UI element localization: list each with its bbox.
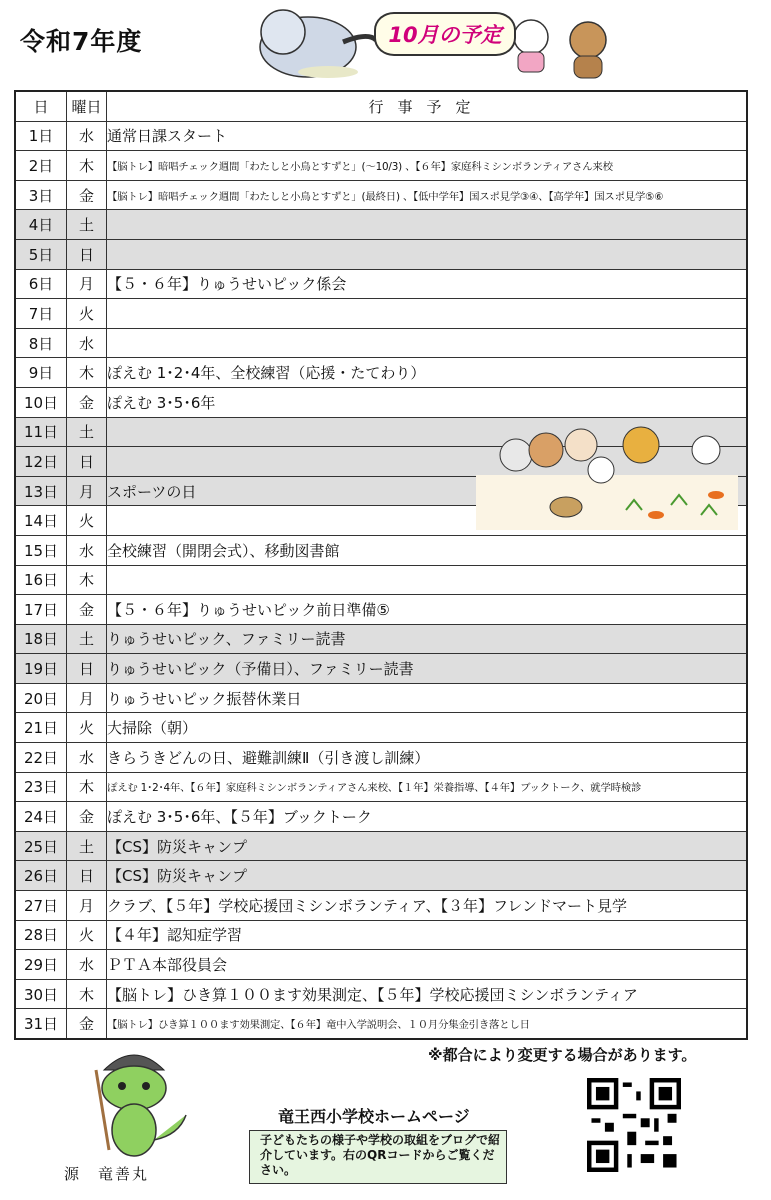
event-cell: ぽえむ 1･2･4年、【６年】家庭科ミシンボランティアさん来校、【１年】栄養指導、【４年】ブックトーク、就学時検診	[107, 772, 748, 802]
table-row	[15, 861, 747, 891]
table-header-row	[15, 91, 747, 121]
weekday-cell: 日	[67, 447, 107, 477]
weekday-cell: 日	[67, 654, 107, 684]
weekday-cell: 水	[67, 328, 107, 358]
day-cell: 13日	[15, 476, 67, 506]
event-cell: 全校練習（開閉会式）、移動図書館	[107, 535, 748, 565]
event-cell: ＰＴＡ本部役員会	[107, 950, 748, 980]
day-cell: 19日	[15, 654, 67, 684]
day-cell: 10日	[15, 387, 67, 417]
weekday-cell: 金	[67, 387, 107, 417]
day-cell: 27日	[15, 891, 67, 921]
event-cell	[107, 565, 748, 595]
event-cell: クラブ、【５年】学校応援団ミシンボランティア、【３年】フレンドマート見学	[107, 891, 748, 921]
event-cell: 【脳トレ】ひき算１００ます効果測定、【６年】竜中入学説明会、１０月分集金引き落とし日	[107, 1009, 748, 1039]
day-cell: 23日	[15, 772, 67, 802]
event-cell: 【CS】防災キャンプ	[107, 831, 748, 861]
weekday-cell: 月	[67, 683, 107, 713]
table-row	[15, 595, 747, 625]
table-row	[15, 683, 747, 713]
day-cell: 31日	[15, 1009, 67, 1039]
day-cell: 17日	[15, 595, 67, 625]
header-weekday: 曜日	[67, 91, 107, 121]
day-cell: 12日	[15, 447, 67, 477]
event-cell: 【５・６年】りゅうせいピック前日準備⑤	[107, 595, 748, 625]
homepage-description: 子どもたちの様子や学校の取組をブログで紹介しています。右のQRコードからご覧ください。	[249, 1130, 507, 1184]
event-cell: ぽえむ 3･5･6年	[107, 387, 748, 417]
weekday-cell: 水	[67, 535, 107, 565]
day-cell: 20日	[15, 683, 67, 713]
event-cell: 【CS】防災キャンプ	[107, 861, 748, 891]
month-title: 10月の予定	[374, 12, 516, 56]
event-cell	[107, 328, 748, 358]
header-events: 行事予定	[107, 91, 748, 121]
table-row	[15, 121, 747, 151]
day-cell: 11日	[15, 417, 67, 447]
change-notice: ※都合により変更する場合があります。	[428, 1046, 697, 1064]
day-cell: 7日	[15, 299, 67, 329]
day-cell: 24日	[15, 802, 67, 832]
table-row	[15, 950, 747, 980]
day-cell: 22日	[15, 743, 67, 773]
event-cell: きらうきどんの日、避難訓練Ⅱ（引き渡し訓練）	[107, 743, 748, 773]
day-cell: 5日	[15, 239, 67, 269]
day-cell: 3日	[15, 180, 67, 210]
day-cell: 16日	[15, 565, 67, 595]
event-cell: 【５・６年】りゅうせいピック係会	[107, 269, 748, 299]
header-day: 日	[15, 91, 67, 121]
weekday-cell: 月	[67, 891, 107, 921]
weekday-cell: 日	[67, 239, 107, 269]
event-cell: りゅうせいピック（予備日）、ファミリー読書	[107, 654, 748, 684]
weekday-cell: 土	[67, 417, 107, 447]
qr-code-icon[interactable]	[587, 1078, 681, 1172]
table-row	[15, 920, 747, 950]
weekday-cell: 月	[67, 269, 107, 299]
weekday-cell: 土	[67, 831, 107, 861]
mascot-name: 源 竜善丸	[64, 1165, 150, 1183]
weekday-cell: 金	[67, 802, 107, 832]
weekday-cell: 木	[67, 772, 107, 802]
event-cell: スポーツの日	[107, 476, 748, 506]
weekday-cell: 金	[67, 180, 107, 210]
weekday-cell: 火	[67, 299, 107, 329]
day-cell: 18日	[15, 624, 67, 654]
day-cell: 26日	[15, 861, 67, 891]
table-row	[15, 387, 747, 417]
table-row	[15, 891, 747, 921]
weekday-cell: 土	[67, 624, 107, 654]
table-row	[15, 565, 747, 595]
day-cell: 4日	[15, 210, 67, 240]
table-row	[15, 151, 747, 181]
table-row	[15, 299, 747, 329]
table-row	[15, 713, 747, 743]
event-cell	[107, 239, 748, 269]
weekday-cell: 木	[67, 979, 107, 1009]
table-row	[15, 831, 747, 861]
table-row	[15, 1009, 747, 1039]
year-title: 令和7年度	[20, 27, 143, 56]
weekday-cell: 水	[67, 743, 107, 773]
event-cell: 【脳トレ】ひき算１００ます効果測定、【５年】学校応援団ミシンボランティア	[107, 979, 748, 1009]
event-cell: ぽえむ 1･2･4年、全校練習（応援・たてわり）	[107, 358, 748, 388]
event-cell: りゅうせいピック振替休業日	[107, 683, 748, 713]
weekday-cell: 土	[67, 210, 107, 240]
weekday-cell: 木	[67, 358, 107, 388]
day-cell: 28日	[15, 920, 67, 950]
day-cell: 6日	[15, 269, 67, 299]
table-row	[15, 358, 747, 388]
weekday-cell: 水	[67, 950, 107, 980]
weekday-cell: 月	[67, 476, 107, 506]
weekday-cell: 水	[67, 121, 107, 151]
event-cell: 大掃除（朝）	[107, 713, 748, 743]
kids-harvest-illustration	[476, 415, 738, 530]
day-cell: 2日	[15, 151, 67, 181]
schedule-table	[14, 90, 748, 1040]
day-cell: 15日	[15, 535, 67, 565]
weekday-cell: 金	[67, 595, 107, 625]
table-row	[15, 979, 747, 1009]
day-cell: 29日	[15, 950, 67, 980]
event-cell: 【脳トレ】暗唱チェック週間「わたしと小鳥とすずと」(最終日) 、【低中学年】国スポ見学③④、【高学年】国スポ見学⑤⑥	[107, 180, 748, 210]
table-row	[15, 802, 747, 832]
weekday-cell: 火	[67, 506, 107, 536]
weekday-cell: 火	[67, 920, 107, 950]
event-cell	[107, 210, 748, 240]
table-row	[15, 535, 747, 565]
weekday-cell: 金	[67, 1009, 107, 1039]
table-row	[15, 269, 747, 299]
schedule-rows	[15, 121, 747, 1039]
event-cell: 【４年】認知症学習	[107, 920, 748, 950]
table-row	[15, 239, 747, 269]
table-row	[15, 743, 747, 773]
event-cell: りゅうせいピック、ファミリー読書	[107, 624, 748, 654]
weekday-cell: 火	[67, 713, 107, 743]
table-row	[15, 654, 747, 684]
weekday-cell: 日	[67, 861, 107, 891]
event-cell	[107, 299, 748, 329]
homepage-title: 竜王西小学校ホームページ	[278, 1107, 470, 1126]
day-cell: 8日	[15, 328, 67, 358]
table-row	[15, 180, 747, 210]
event-cell: 通常日課スタート	[107, 121, 748, 151]
day-cell: 30日	[15, 979, 67, 1009]
event-cell: 【脳トレ】暗唱チェック週間「わたしと小鳥とすずと」(～10/3) 、【６年】家庭科ミシンボランティアさん来校	[107, 151, 748, 181]
day-cell: 1日	[15, 121, 67, 151]
table-row	[15, 772, 747, 802]
event-cell: ぽえむ 3･5･6年、【５年】ブックトーク	[107, 802, 748, 832]
table-row	[15, 328, 747, 358]
mascot-icon	[74, 1040, 194, 1165]
weekday-cell: 木	[67, 151, 107, 181]
table-row	[15, 624, 747, 654]
day-cell: 9日	[15, 358, 67, 388]
table-row	[15, 210, 747, 240]
day-cell: 25日	[15, 831, 67, 861]
day-cell: 21日	[15, 713, 67, 743]
weekday-cell: 木	[67, 565, 107, 595]
day-cell: 14日	[15, 506, 67, 536]
